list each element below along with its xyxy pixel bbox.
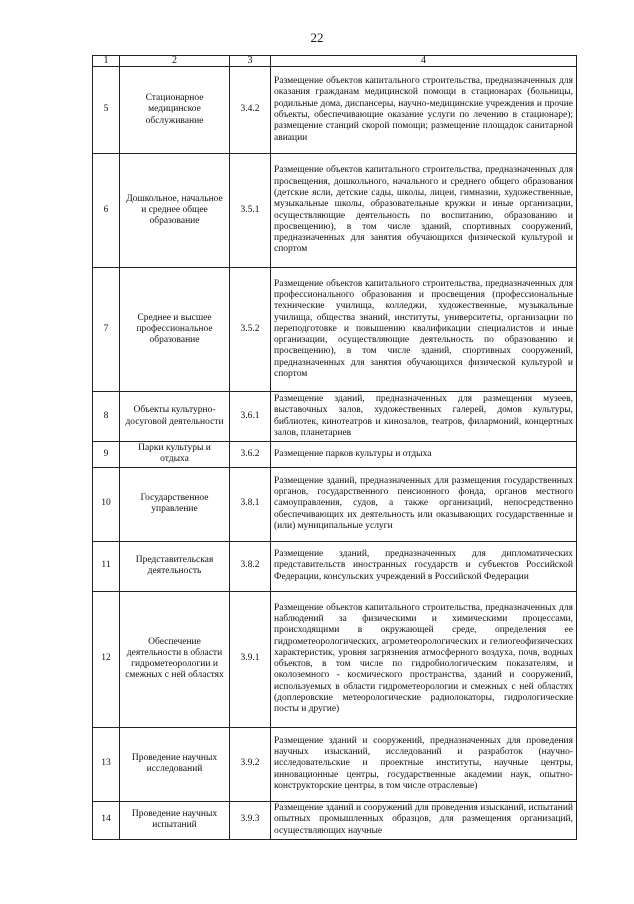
row-number: 8 bbox=[93, 392, 120, 442]
table-row bbox=[93, 541, 577, 591]
table-row bbox=[93, 801, 577, 839]
use-type-name: Обеспечение деятельности в области гидрометеорологии и смежных с ней областях bbox=[120, 591, 230, 727]
row-number: 12 bbox=[93, 591, 120, 727]
use-type-name: Парки культуры и отдыха bbox=[120, 442, 230, 468]
row-number: 10 bbox=[93, 467, 120, 541]
row-number: 7 bbox=[93, 268, 120, 392]
page-number: 22 bbox=[310, 30, 324, 45]
table-header-row bbox=[93, 56, 577, 67]
use-type-description: Размещение объектов капитального строительства, предназначенных для наблюдений за физическими и химическими процессами, происходящими в окружающей среде, определения ее гидрометеорологических, агрометеорологических и гелиогеофизических характеристик, уровня загрязнения атмосферного воздуха, почв, водных объектов, в том числе по гидробиологическим показателям, и околоземного - космического пространства, зданий и сооружений, используемых в области гидрометеорологии и смежных с ней областях (доплеровские метеорологические радиолокаторы, гидрологические посты и другие) bbox=[271, 591, 577, 727]
use-type-code: 3.8.1 bbox=[230, 467, 271, 541]
row-number: 9 bbox=[93, 442, 120, 468]
use-type-name: Представительская деятельность bbox=[120, 541, 230, 591]
header-cell-3: 3 bbox=[230, 56, 271, 67]
row-number: 5 bbox=[93, 67, 120, 154]
use-type-description: Размещение зданий, предназначенных для дипломатических представительств иностранных государств и субъектов Российской Федерации, консульских учреждений в Российской Федерации bbox=[271, 541, 577, 591]
use-type-description: Размещение зданий и сооружений для проведения изысканий, испытаний опытных промышленных образцов, для размещения организаций, осуществляющих научные bbox=[271, 801, 577, 839]
row-number: 14 bbox=[93, 801, 120, 839]
use-type-description: Размещение парков культуры и отдыха bbox=[271, 442, 577, 468]
use-type-name: Проведение научных испытаний bbox=[120, 801, 230, 839]
use-type-name: Проведение научных исследований bbox=[120, 727, 230, 801]
use-type-code: 3.9.2 bbox=[230, 727, 271, 801]
table-row bbox=[93, 154, 577, 268]
use-type-name: Объекты культурно-досуговой деятельности bbox=[120, 392, 230, 442]
table-row bbox=[93, 268, 577, 392]
use-type-name: Среднее и высшее профессиональное образование bbox=[120, 268, 230, 392]
row-number: 6 bbox=[93, 154, 120, 268]
use-type-code: 3.6.2 bbox=[230, 442, 271, 468]
table-row bbox=[93, 442, 577, 468]
row-number: 11 bbox=[93, 541, 120, 591]
use-type-description: Размещение зданий и сооружений, предназначенных для проведения научных изысканий, исследований и разработок (научно-исследовательские и проектные институты, научные центры, инновационные центры, государственные академии наук, опытно-конструкторские центры, в том числе отраслевые) bbox=[271, 727, 577, 801]
use-type-description: Размещение объектов капитального строительства, предназначенных для просвещения, дошкольного, начального и среднего общего образования (детские ясли, детские сады, школы, лицеи, гимназии, художественные, музыкальные школы, образовательные кружки и иные организации, осуществляющие деятельность по воспитанию, образованию и просвещению), в том числе зданий, спортивных сооружений, предназначенных для занятия обучающихся физической культурой и спортом bbox=[271, 154, 577, 268]
use-type-name: Стационарное медицинское обслуживание bbox=[120, 67, 230, 154]
use-type-name: Дошкольное, начальное и среднее общее образование bbox=[120, 154, 230, 268]
row-number: 13 bbox=[93, 727, 120, 801]
use-type-code: 3.5.2 bbox=[230, 268, 271, 392]
land-use-table bbox=[92, 55, 577, 840]
table-row bbox=[93, 67, 577, 154]
table-row bbox=[93, 591, 577, 727]
use-type-description: Размещение зданий, предназначенных для размещения государственных органов, государственного пенсионного фонда, органов местного самоуправления, судов, а также организаций, непосредственно обеспечивающих их деятельность или оказывающих государственные и (или) муниципальные услуги bbox=[271, 467, 577, 541]
use-type-code: 3.6.1 bbox=[230, 392, 271, 442]
use-type-code: 3.8.2 bbox=[230, 541, 271, 591]
use-type-description: Размещение зданий, предназначенных для размещения музеев, выставочных залов, художественных галерей, домов культуры, библиотек, кинотеатров и кинозалов, театров, филармоний, концертных залов, планетариев bbox=[271, 392, 577, 442]
header-cell-4: 4 bbox=[271, 56, 577, 67]
use-type-code: 3.4.2 bbox=[230, 67, 271, 154]
table-row bbox=[93, 467, 577, 541]
use-type-description: Размещение объектов капитального строительства, предназначенных для профессионального образования и просвещения (профессиональные технические училища, колледжи, художественные, музыкальные училища, общества знаний, институты, университеты, организации по переподготовке и повышению квалификации специалистов и иные организации, осуществляющие деятельность по образованию и просвещению), в том числе зданий, спортивных сооружений, предназначенных для занятия обучающихся физической культурой и спортом bbox=[271, 268, 577, 392]
table-row bbox=[93, 727, 577, 801]
use-type-description: Размещение объектов капитального строительства, предназначенных для оказания гражданам медицинской помощи в стационарах (больницы, родильные дома, диспансеры, научно-медицинские учреждения и прочие объекты, обеспечивающие оказание услуги по лечению в стационаре); размещение станций скорой помощи; размещение площадок санитарной авиации bbox=[271, 67, 577, 154]
use-type-code: 3.9.1 bbox=[230, 591, 271, 727]
use-type-code: 3.5.1 bbox=[230, 154, 271, 268]
header-cell-2: 2 bbox=[120, 56, 230, 67]
table-row bbox=[93, 392, 577, 442]
use-type-code: 3.9.3 bbox=[230, 801, 271, 839]
use-type-name: Государственное управление bbox=[120, 467, 230, 541]
header-cell-1: 1 bbox=[93, 56, 120, 67]
